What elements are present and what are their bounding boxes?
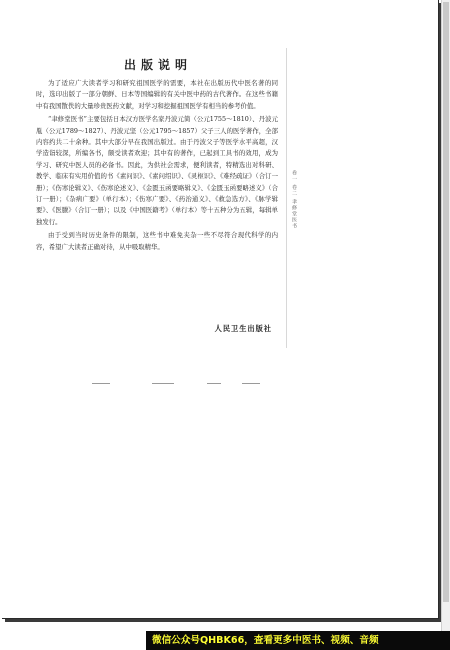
promo-banner: 微信公众号QHBK66，查看更多中医书、视频、音频 [146,631,450,650]
scan-mark [242,383,260,384]
paragraph-1: 为了适应广大读者学习和研究祖国医学的需要，本社在出版历代中医名著的同时，选印出版了一部分朝鲜、日本等国编辑的有关中医中药的古代著作。在这些书籍中有我国散佚的大量珍贵医药文献，对学习和挖掘祖国医学有相当的参考价值。 [36,79,278,110]
page-title: 出版说明 [123,58,192,72]
paragraph-2: “聿修堂医书”主要包括日本汉方医学名家丹波元简（公元1755～1810）、丹波元胤（公元1789～1827）、丹波元坚（公元1795～1857）父子三人的医学著作，全部内容约共二十余种。其中大部分早在我国出版过。由于丹波父子等医学水平高超，汉学造诣较深，所编各书，颇受读者欢迎；其中有的著作，已起到工具书的效用，成为学习、研究中医人员的必备书。因此，为供社会需求，便利读者，特精选出对科研、教学、临床有实用价值的书《素问识》、《素问绍识》、《灵枢识》、《难经疏证》（合订一册）；《伤寒论辑义》、《伤寒论述义》、《金匮玉函要略辑义》、《金匮玉函要略述义》（合订一册）；《杂病广要》（单行本）；《伤寒广要》、《药治通义》、《救急选方》、《脉学辑要》、《医賸》（合订一册）；以及《中国医籍考》（单行本）等十五种分为五辑，每辑单独发行。 [36,115,278,226]
vertical-scrollbar[interactable] [441,0,450,632]
scan-mark [152,383,174,384]
scrollbar-thumb[interactable] [443,2,449,602]
publisher-signature: 人民卫生出版社 [214,324,272,333]
body-text [36,78,278,255]
document-page [2,0,439,619]
spine-text: 卷一 卷二 聿修堂医书 [291,170,297,230]
scan-mark [207,383,221,384]
fold-line [286,48,287,348]
paragraph-3: 由于受到当时历史条件的限制，这些书中难免夹杂一些不尽符合现代科学的内容，希望广大读者正确对待，从中吸取精华。 [36,231,278,251]
scan-mark [92,383,110,384]
